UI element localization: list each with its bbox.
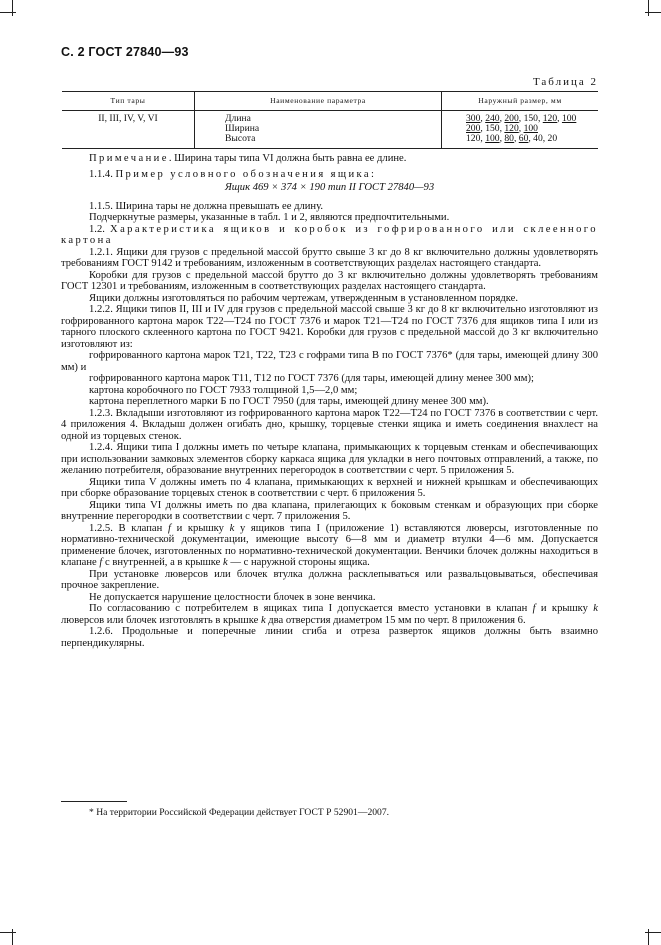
size-value: 300 bbox=[466, 113, 481, 124]
designation-example: Ящик 469 × 374 × 190 тип II ГОСТ 27840—93 bbox=[224, 182, 435, 193]
size-value: 20 bbox=[547, 133, 558, 144]
text-run: у ящиков типа I (приложение 1) вставляются люверсы, изготовленные по нормативно-технической документации, имеющие высоту 6—8 мм и диаметр втулки 4—6 мм. Допускается применение блочек, изготовленных по нормативно-технической документации. Венчики блочек должны находиться в клапане bbox=[61, 522, 598, 568]
section-1-2-6: 1.2.6. Продольные и поперечные линии сгиба и отреза разверток ящиков должны быть взаимно перпендикулярны. bbox=[61, 626, 598, 649]
list-item: картона переплетного марки Б по ГОСТ 7950 (для тары, имеющей длину менее 300 мм). bbox=[89, 396, 489, 407]
param-height: Высота bbox=[225, 133, 256, 144]
list-item: гофрированного картона марок Т11, Т12 по ГОСТ 7376 (для тары, имеющей длину менее 300 мм); bbox=[89, 373, 534, 384]
size-value: 100 bbox=[561, 113, 577, 124]
paragraph: Ящики типа V должны иметь по 4 клапана, примыкающих к верхней и нижней крышкам и обеспечивающих при сборке образование торцевых стенок в соответствии с черт. 6 приложения 5. bbox=[61, 476, 598, 499]
crop-mark bbox=[0, 12, 16, 13]
size-value: 240 bbox=[485, 113, 500, 124]
size-value: 150 bbox=[523, 113, 538, 124]
section-1-1-5: 1.1.5. Ширина тары не должна превышать ее длину. bbox=[89, 200, 323, 212]
symbol-k: k bbox=[260, 614, 266, 626]
section-1-2-3: 1.2.3. Вкладыши изготовляют из гофрированного картона марок Т22—Т24 по ГОСТ 7376 в соответствии с черт. 4 приложения 4. Вкладыш должен огибать дно, крышку, торцевые стенки ящика и иметь соединения внахлест на одной из торцевых стенок. bbox=[61, 407, 598, 442]
paragraph: Не допускается нарушение целостности блочек в зоне венчика. bbox=[89, 591, 376, 603]
section-1-1-4 bbox=[61, 169, 598, 181]
size-value: 120 bbox=[542, 113, 558, 124]
symbol-k: k bbox=[229, 522, 235, 534]
body-text bbox=[61, 153, 598, 649]
size-value: 100 bbox=[485, 133, 500, 144]
table-cell-type: II, III, IV, V, VI bbox=[62, 111, 195, 149]
column-header: Тип тары bbox=[62, 92, 195, 111]
footnote: * На территории Российской Федерации действует ГОСТ Р 52901—2007. bbox=[89, 807, 390, 818]
dimensions-table bbox=[62, 91, 598, 149]
text-run: По согласованию с потребителем в ящиках типа I допускается вместо установки в клапан bbox=[89, 603, 533, 614]
size-value: 80 bbox=[504, 133, 514, 144]
sizes-length: 300, 240, 200, 150, 120, 100 bbox=[466, 113, 577, 124]
crop-mark bbox=[645, 932, 661, 933]
column-header: Наименование параметра bbox=[195, 92, 442, 111]
symbol-f: f bbox=[167, 522, 171, 534]
size-value: 200 bbox=[504, 113, 519, 124]
table-row bbox=[62, 111, 598, 149]
paragraph: Подчеркнутые размеры, указанные в табл. 1 и 2, являются предпочтительными. bbox=[89, 212, 450, 223]
text-run: и крышку bbox=[170, 522, 230, 534]
paragraph: Коробки для грузов с предельной массой брутто до 3 кг включительно должны удовлетворять требованиям ГОСТ 12301 и требованиям, изложенным в соответствующих разделах настоящего стандарта. bbox=[61, 269, 598, 292]
section-heading: Характеристика ящиков и коробок из гофрированного или склеенного картона bbox=[61, 223, 598, 246]
note-text: . Ширина тары типа VI должна быть равна ее длине. bbox=[168, 153, 407, 164]
size-value: 100 bbox=[523, 123, 538, 134]
page-header: С. 2 ГОСТ 27840—93 bbox=[61, 45, 189, 59]
symbol-k: k bbox=[593, 603, 598, 614]
size-value: 200 bbox=[466, 123, 481, 134]
text-run: два отверстия диаметром 15 мм по черт. 8 приложения 6. bbox=[265, 614, 526, 626]
sizes-width: 200, 150, 120, 100 bbox=[466, 123, 538, 134]
sizes-height: 120, 100, 80, 60, 40, 20 bbox=[466, 133, 558, 144]
size-value: 120 bbox=[504, 123, 519, 134]
paragraph: Ящики типа VI должны иметь по два клапана, прилегающих к боковым стенкам и образующих при сборке внутренние перегородки в соответствии с черт. 7 приложения 5. bbox=[61, 499, 598, 522]
crop-mark bbox=[648, 0, 649, 16]
table-cell-params bbox=[195, 111, 442, 149]
list-item: гофрированного картона марок Т21, Т22, Т23 с гофрами типа В по ГОСТ 7376* (для тары, имеющей длину 300 мм) и bbox=[61, 350, 598, 373]
section-1-2-4: 1.2.4. Ящики типа I должны иметь по четыре клапана, примыкающих к торцевым стенкам и обеспечивающих при использовании замковых элементов сборку каркаса ящика для укладки в него почтовых отправлений, а также, по желанию потребителя, образование внутренних перегородок в соответствии с черт. 5 приложения 5. bbox=[61, 442, 598, 476]
table-note bbox=[61, 153, 598, 165]
size-value: 60 bbox=[518, 133, 529, 144]
footnote-divider bbox=[61, 801, 127, 802]
column-header: Наружный размер, мм bbox=[442, 92, 599, 111]
crop-mark bbox=[645, 12, 661, 13]
crop-mark bbox=[0, 932, 16, 933]
section-number: 1.1.4. bbox=[89, 168, 116, 180]
list-item: картона коробочного по ГОСТ 7933 толщиной 1,5—2,0 мм; bbox=[89, 384, 358, 396]
note-label: Примечание bbox=[89, 153, 169, 164]
paragraph: Ящики должны изготовляться по рабочим чертежам, утвержденным в установленном порядке. bbox=[89, 292, 519, 304]
section-1-2-1: 1.2.1. Ящики для грузов с предельной массой брутто свыше 3 кг до 8 кг включительно должны удовлетворять требованиям ГОСТ 9142 и требованиям, изложенным в соответствующих разделах настоящего стандарта. bbox=[61, 246, 598, 269]
text-run: и крышку bbox=[535, 603, 594, 614]
crop-mark bbox=[12, 0, 13, 16]
symbol-f: f bbox=[99, 557, 103, 568]
symbol-f: f bbox=[532, 603, 536, 614]
size-value: 120 bbox=[466, 133, 481, 144]
symbol-k: k bbox=[223, 557, 228, 568]
table-caption: Таблица 2 bbox=[532, 76, 598, 88]
text-run: люверсов или блочек изготовлять в крышке bbox=[61, 614, 261, 626]
section-heading: Пример условного обозначения ящика: bbox=[115, 168, 377, 180]
paragraph: При установке люверсов или блочек втулка должна расклепываться или развальцовываться, обеспечивая прочное закрепление. bbox=[61, 568, 598, 591]
paragraph bbox=[61, 603, 598, 626]
section-number: 1.2. bbox=[89, 223, 111, 235]
text-run: с внутренней, а в крышке bbox=[102, 557, 224, 568]
table-cell-sizes bbox=[442, 111, 599, 149]
text-run: — с наружной стороны ящика. bbox=[227, 557, 370, 568]
param-width: Ширина bbox=[225, 123, 260, 134]
section-1-2-5 bbox=[61, 523, 598, 569]
param-length: Длина bbox=[225, 113, 251, 124]
size-value: 40 bbox=[533, 133, 543, 144]
section-1-2-2: 1.2.2. Ящики типов II, III и IV для грузов с предельной массой свыше 3 кг до 8 кг включительно изготовляют из гофрированного картона марок Т22—Т24 по ГОСТ 7376 и марок Т21—Т24 по ГОСТ 7376 для ящиков типа I или из тарного плоского склеенного картона по ГОСТ 9421. Коробки для грузов с предельной массой до 3 кг включительно изготовляют из: bbox=[61, 304, 598, 350]
text-run: 1.2.5. В клапан bbox=[89, 522, 168, 534]
size-value: 150 bbox=[485, 123, 500, 134]
section-1-2 bbox=[61, 224, 598, 247]
